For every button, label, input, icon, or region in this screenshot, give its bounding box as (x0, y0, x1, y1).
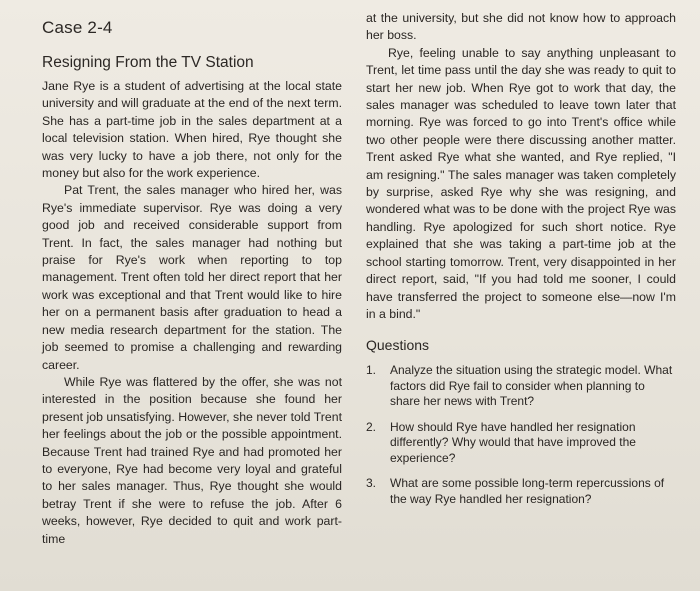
paragraph: Jane Rye is a student of advertising at the local state university and will graduate at the end of the next term. She has a part-time job in the sales department at a local television station. When hired, Rye thought she was very lucky to have a job there, not only for the money but also for the work experience. (42, 79, 342, 181)
paragraph: Pat Trent, the sales manager who hired her, was Rye's immediate supervisor. Rye was doing a very good job and received considerable support from Trent. In fact, the sales manager had nothing but praise for Rye's work when reporting to top management. Trent often told her direct report that her work was exceptional and that Trent would like to hire her on a permanent basis after graduation to head a new media research department for the station. The job seemed to promise a challenging and rewarding career. (42, 183, 342, 372)
questions-list (366, 363, 676, 507)
question-item (366, 476, 676, 507)
paragraph: While Rye was flattered by the offer, she was not interested in the position because she found her present job unsatisfying. However, she never told Trent her feelings about the job or the possible appointment. Because Trent had trained Rye and had promoted her to everyone, Rye had become very loyal and grateful to her sales manager. Thus, Rye thought she would betray Trent if she were to refuse the job. After 6 weeks, however, Rye decided to quit and work part-time (42, 374, 342, 546)
paragraph: Rye, feeling unable to say anything unpleasant to Trent, let time pass until the day she was ready to quit to start her new job. When Rye got to work that day, the sales manager was scheduled to leave town later that morning. Rye was forced to go into Trent's office while two other people were there discussing another matter. Trent asked Rye what she wanted, and Rye replied, "I am resigning." The sales manager was taken completely by surprise, asked Rye why she was resigning, and wondered what was to be done with the project Rye was handling. Rye apologized for such short notice. Rye explained that she was taking a part-time job at the school starting tomorrow. Trent, very disappointed in her direct report, said, "If you had told me sooner, I could have transferred the project to someone else—now I'm in a bind." (366, 45, 676, 321)
left-column (42, 18, 342, 548)
questions-heading: Questions (366, 337, 430, 354)
question-number: 1. (366, 363, 377, 378)
question-text: How should Rye have handled her resignation differently? Why would that have improved the experience? (390, 419, 636, 465)
question-number: 3. (366, 476, 377, 491)
question-number: 2. (366, 419, 377, 434)
question-item (366, 420, 676, 467)
case-title: Resigning From the TV Station (42, 54, 254, 71)
question-text: What are some possible long-term repercussions of the way Rye handled her resignation? (390, 476, 665, 506)
question-text: Analyze the situation using the strategic model. What factors did Rye fail to consider when planning to share her news with Trent? (390, 363, 673, 409)
question-item (366, 363, 676, 410)
paragraph: at the university, but she did not know how to approach her boss. (366, 11, 676, 43)
case-label: Case 2-4 (42, 18, 113, 37)
right-column (366, 10, 676, 517)
